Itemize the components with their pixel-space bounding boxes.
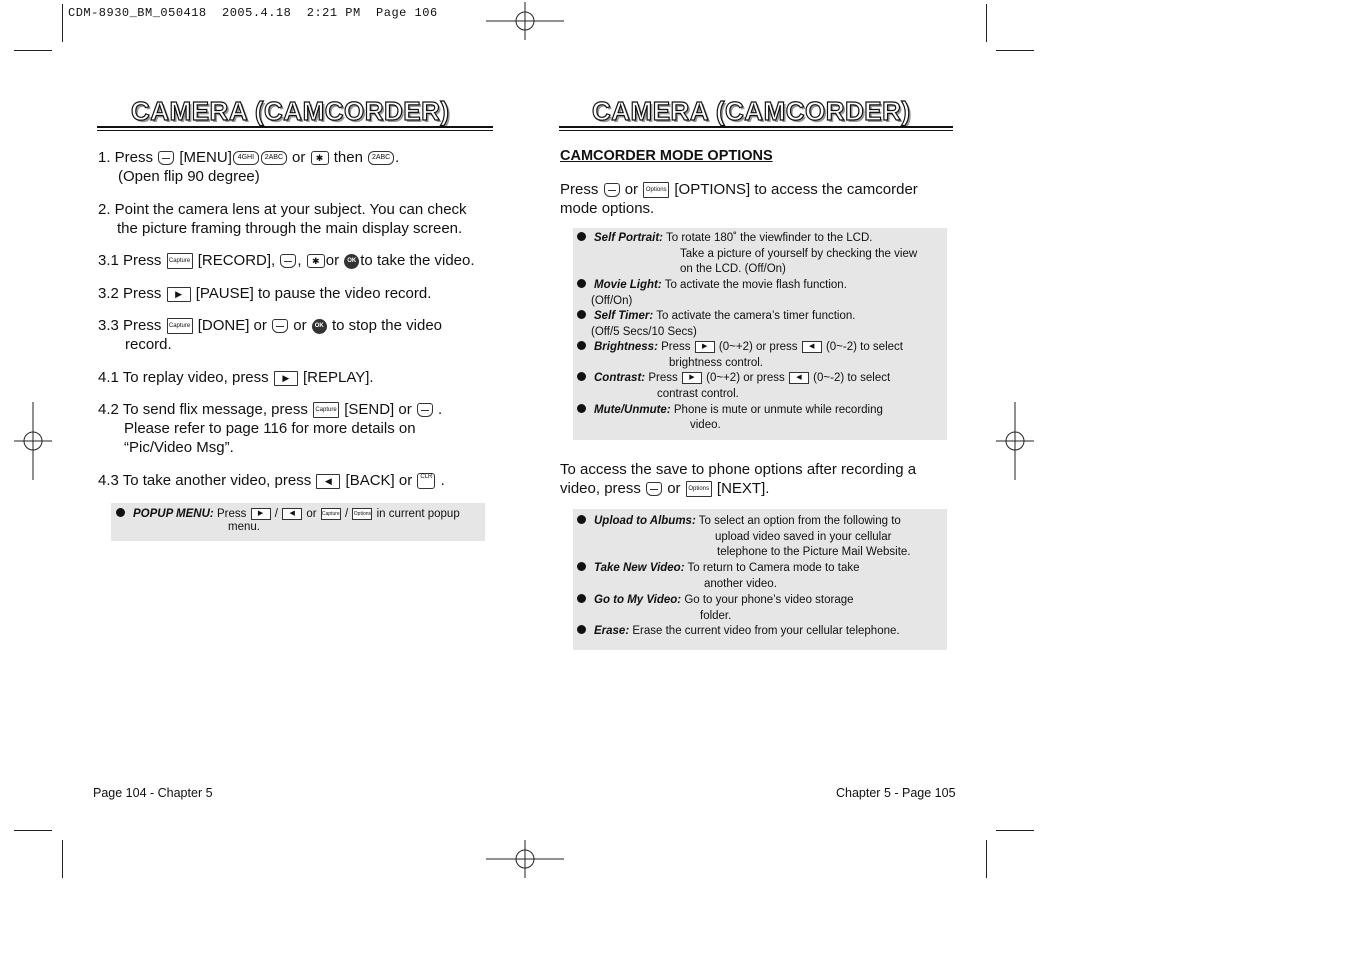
- title-rule: [97, 130, 493, 131]
- bullet-icon: [577, 341, 586, 350]
- left-page-number: Page 104 - Chapter 5: [93, 786, 213, 800]
- crop-mark: [14, 50, 52, 51]
- option-text: telephone to the Picture Mail Website.: [717, 546, 911, 558]
- bullet-icon: [577, 562, 586, 571]
- crop-mark: [996, 830, 1034, 831]
- step-3-3: 3.3 Press Capture [DONE] or or OK to stop the video record.: [98, 317, 443, 353]
- option-text: upload video saved in your cellular: [715, 531, 892, 543]
- left-page-title: CAMERA (CAMCORDER): [131, 96, 450, 126]
- option-mute: Mute/Unmute: Phone is mute or unmute while recording: [577, 403, 883, 419]
- step-2: 2. Point the camera lens at your subject. You can check the picture framing through the main display screen.: [98, 201, 467, 237]
- popup-menu-line: POPUP MENU: Press ▶ / ◀ or Capture / Options in current popup: [116, 507, 460, 523]
- left-softkey-icon: [272, 319, 288, 333]
- step-3-1: 3.1 Press Capture [RECORD], , ✱ or OK to take the video.: [98, 252, 475, 269]
- option-brightness: Brightness: Press ▶ (0~+2) or press ◀ (0~-2) to select: [577, 340, 903, 356]
- registration-mark-icon: [996, 402, 1034, 480]
- option-text: Take a picture of yourself by checking the view: [680, 248, 918, 260]
- step-1: 1. Press [MENU] 4GHI 2ABC or ✱ then 2ABC . (Open flip 90 degree): [98, 149, 400, 185]
- title-rule: [559, 130, 953, 131]
- camera-key-icon: ✱: [307, 254, 325, 268]
- camera-key-icon: ✱: [311, 151, 329, 165]
- left-arrow-key-icon: ◀: [282, 508, 302, 520]
- right-page-number: Chapter 5 - Page 105: [836, 786, 956, 800]
- option-upload: Upload to Albums: To select an option from the following to: [577, 514, 901, 530]
- ok-key-icon: OK: [344, 254, 359, 269]
- capture-key-icon: Capture: [313, 402, 339, 418]
- right-arrow-key-icon: ▶: [274, 371, 298, 386]
- options-key-icon: Options: [686, 481, 712, 497]
- right-softkey-icon: [646, 482, 662, 496]
- bullet-icon: [577, 594, 586, 603]
- title-rule: [559, 126, 953, 128]
- key-4-icon: 4GHI: [233, 151, 259, 165]
- option-text: (Off/On): [591, 295, 633, 307]
- option-text: brightness control.: [669, 357, 763, 369]
- step-4-2: 4.2 To send flix message, press Capture [SEND] or . Please refer to page 116 for more details on “Pic/Video Msg”.: [98, 401, 443, 456]
- right-softkey-icon: [604, 183, 620, 197]
- ok-key-icon: OK: [312, 319, 327, 334]
- bullet-icon: [577, 625, 586, 634]
- options-key-icon: Options: [643, 182, 669, 198]
- left-softkey-icon: [417, 403, 433, 417]
- capture-key-icon: Capture: [321, 508, 341, 520]
- registration-mark-icon: [486, 2, 564, 40]
- crop-mark: [62, 4, 63, 42]
- crop-mark: [62, 840, 63, 878]
- save-intro: To access the save to phone options after recording a video, press or Options [NEXT].: [560, 461, 917, 497]
- option-contrast: Contrast: Press ▶ (0~+2) or press ◀ (0~-2) to select: [577, 371, 890, 387]
- option-self-portrait: Self Portrait: To rotate 180˚ the viewfinder to the LCD.: [577, 231, 873, 247]
- option-text: another video.: [704, 578, 777, 590]
- option-text: video.: [690, 419, 721, 431]
- print-slug: CDM-8930_BM_050418 2005.4.18 2:21 PM Page 106: [68, 6, 438, 20]
- left-arrow-key-icon: ◀: [802, 341, 822, 353]
- title-rule: [97, 126, 493, 128]
- capture-key-icon: Capture: [167, 253, 193, 269]
- options-intro: Press or Options [OPTIONS] to access the camcorder mode options.: [560, 181, 918, 217]
- registration-mark-icon: [14, 402, 52, 480]
- left-softkey-icon: [280, 254, 296, 268]
- option-text: contrast control.: [657, 388, 739, 400]
- step-4-3: 4.3 To take another video, press ◀ [BACK] or CLR .: [98, 472, 445, 489]
- registration-mark-icon: [486, 840, 564, 878]
- key-2-icon: 2ABC: [261, 151, 287, 165]
- right-page-title: CAMERA (CAMCORDER): [592, 96, 911, 126]
- right-arrow-key-icon: ▶: [682, 372, 702, 384]
- capture-key-icon: Capture: [167, 318, 193, 334]
- step-4-1: 4.1 To replay video, press ▶ [REPLAY].: [98, 369, 374, 386]
- crop-mark: [986, 840, 987, 878]
- step-3-2: 3.2 Press ▶ [PAUSE] to pause the video record.: [98, 285, 432, 302]
- left-softkey-icon: [158, 151, 174, 165]
- option-text: on the LCD. (Off/On): [680, 263, 786, 275]
- bullet-icon: [116, 508, 125, 517]
- clear-key-icon: CLR: [417, 473, 435, 489]
- option-movie-light: Movie Light: To activate the movie flash function.: [577, 278, 847, 294]
- option-text: (Off/5 Secs/10 Secs): [591, 326, 697, 338]
- popup-menu-line: menu.: [228, 521, 260, 533]
- option-take-new: Take New Video: To return to Camera mode to take: [577, 561, 860, 577]
- crop-mark: [14, 830, 52, 831]
- option-goto: Go to My Video: Go to your phone’s video storage: [577, 593, 854, 609]
- right-arrow-key-icon: ▶: [695, 341, 715, 353]
- option-erase: Erase: Erase the current video from your cellular telephone.: [577, 624, 900, 640]
- bullet-icon: [577, 232, 586, 241]
- crop-mark: [986, 4, 987, 42]
- option-self-timer: Self Timer: To activate the camera’s timer function.: [577, 309, 855, 325]
- option-text: folder.: [700, 610, 732, 622]
- right-arrow-key-icon: ▶: [251, 508, 271, 520]
- bullet-icon: [577, 404, 586, 413]
- bullet-icon: [577, 372, 586, 381]
- left-arrow-key-icon: ◀: [789, 372, 809, 384]
- bullet-icon: [577, 515, 586, 524]
- bullet-icon: [577, 310, 586, 319]
- key-2-icon: 2ABC: [368, 151, 394, 165]
- right-arrow-key-icon: ▶: [167, 287, 191, 302]
- bullet-icon: [577, 279, 586, 288]
- left-arrow-key-icon: ◀: [316, 474, 340, 489]
- crop-mark: [996, 50, 1034, 51]
- section-heading: CAMCORDER MODE OPTIONS: [560, 148, 773, 164]
- options-key-icon: Options: [352, 508, 372, 520]
